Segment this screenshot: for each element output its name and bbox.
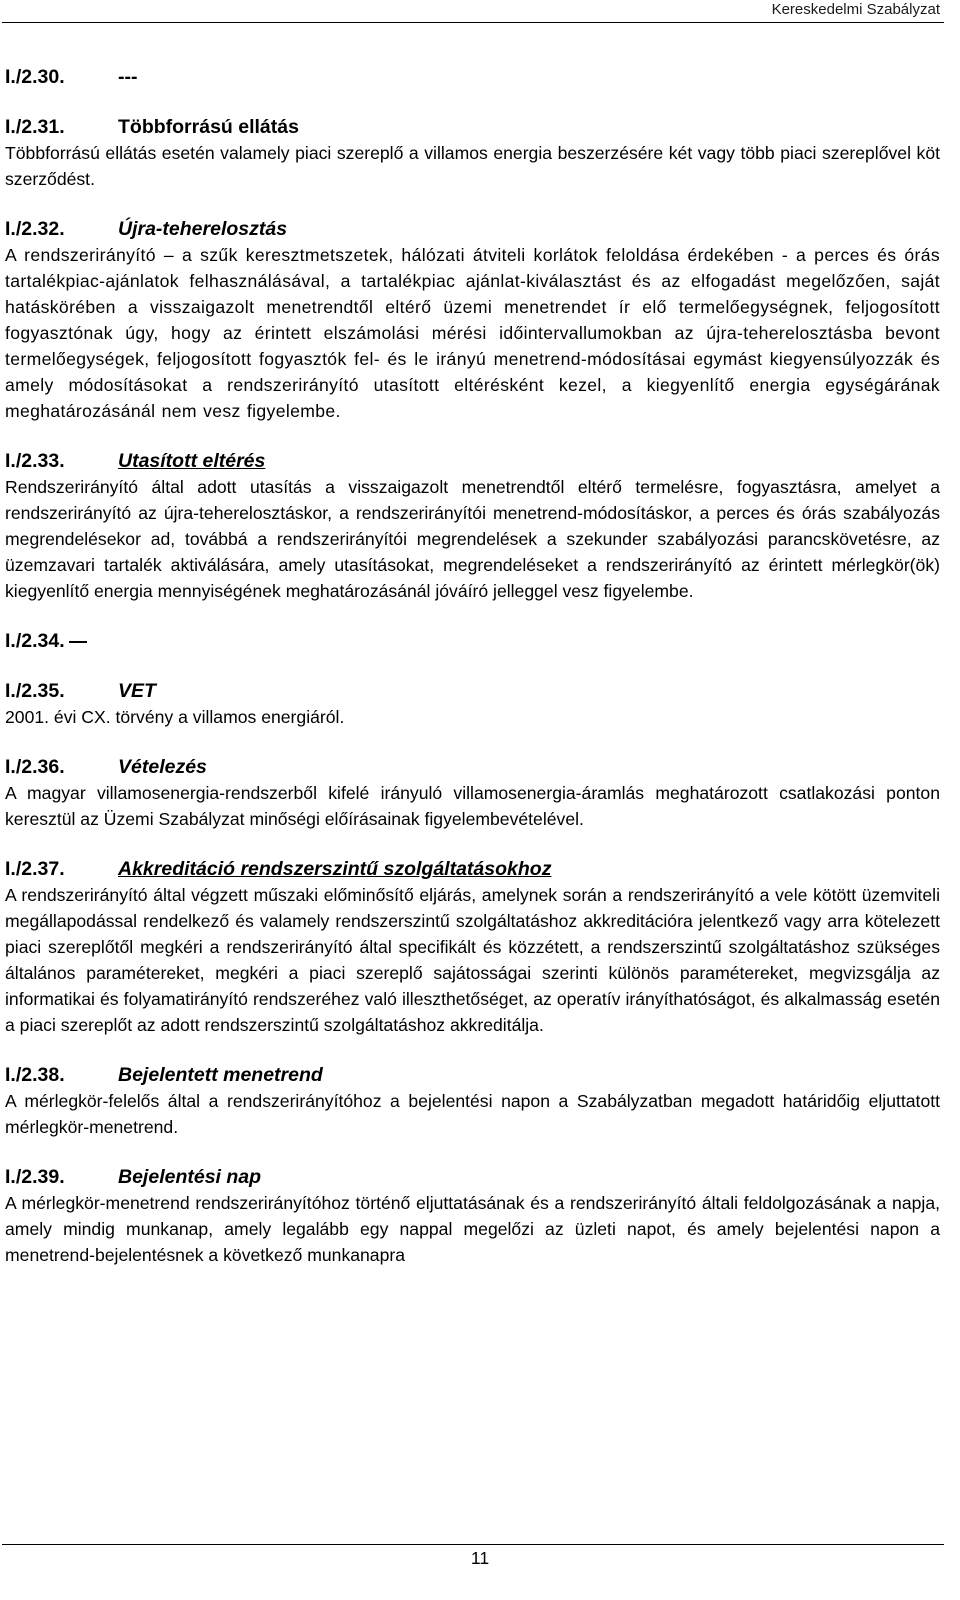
section-heading: [5, 64, 940, 90]
section-title: ---: [118, 66, 138, 88]
section-title: Többforrású ellátás: [118, 116, 299, 138]
section-heading: [5, 114, 940, 140]
footer-rule: [2, 1544, 944, 1545]
section-number: I./2.36.: [5, 756, 65, 778]
section-title: Akkreditáció rendszerszintű szolgáltatásokhoz: [118, 858, 552, 880]
section-heading: [5, 754, 940, 780]
section-body: Többforrású ellátás esetén valamely piaci szereplő a villamos energia beszerzésére két vagy több piaci szereplővel köt szerződést.: [5, 143, 940, 189]
section-title: Bejelentett menetrend: [118, 1064, 323, 1086]
section-body: 2001. évi CX. törvény a villamos energiáról.: [5, 707, 345, 727]
section-number: I./2.33.: [5, 450, 65, 472]
document-body: [5, 64, 940, 1292]
section-body: Rendszerirányító által adott utasítás a visszaigazolt menetrendtől eltérő termelésre, fogyasztásra, amelyet a rendszerirányító az újra-teherelosztáskor, a rendszerirányítói menetrend-módosításkor, a perces és órás szabályozás megrendelésekor ad, továbbá a rendszerirányítói megrendelések a szekunder szabályozási parancskövetésre, az üzemzavari tartalék aktiválására, amely utasításokat, megrendeléseket a rendszerirányító az érintett mérlegkör(ök) kiegyenlítő energia mennyiségének meghatározásánál jóváíró jelleggel vesz figyelembe.: [5, 477, 940, 601]
section-number: I./2.31.: [5, 116, 65, 138]
section-heading: [5, 678, 940, 704]
section-number: I./2.38.: [5, 1064, 65, 1086]
section-number: I./2.32.: [5, 218, 65, 240]
dash-mark: [69, 641, 87, 643]
section-heading: [5, 628, 940, 654]
section-title: Utasított eltérés: [118, 450, 266, 472]
section-heading: [5, 216, 940, 242]
section-number: I./2.39.: [5, 1166, 65, 1188]
section-body: A rendszerirányító által végzett műszaki előminősítő eljárás, amelynek során a rendszerirányító a vele kötött üzemviteli megállapodással rendelkező és valamely rendszerszintű szolgáltatáshoz akkreditációra jelentkező vagy arra kötelezett piaci szereplőtől megkéri a rendszerirányító által specifikált és közzétett, a rendszerszintű szolgáltatáshoz szükséges általános paramétereket, megkéri a piaci szereplő sajátosságai szerinti különös paramétereket, megvizsgálja az informatikai és folyamatirányító rendszeréhez való illeszthetőséget, az operatív irányíthatóságot, és alkalmasság esetén a piaci szereplőt az adott rendszerszintű szolgáltatáshoz akkreditálja.: [5, 885, 940, 1035]
section-2-36: [5, 754, 940, 832]
section-body: A mérlegkör-felelős által a rendszerirányítóhoz a bejelentési napon a Szabályzatban megadott határidőig eljuttatott mérlegkör-menetrend.: [5, 1091, 940, 1137]
section-2-31: [5, 114, 940, 192]
section-body: A magyar villamosenergia-rendszerből kifelé irányuló villamosenergia-áramlás meghatározott csatlakozási ponton keresztül az Üzemi Szabályzat minőségi előírásainak figyelembevételével.: [5, 783, 940, 829]
section-2-38: [5, 1062, 940, 1140]
section-number: I./2.30.: [5, 66, 65, 88]
section-number: I./2.34.: [5, 630, 65, 652]
page-number: 11: [470, 1548, 490, 1568]
section-heading: [5, 1062, 940, 1088]
section-2-30: [5, 64, 940, 90]
section-2-37: [5, 856, 940, 1038]
section-2-35: [5, 678, 940, 730]
section-body: A rendszerirányító – a szűk keresztmetszetek, hálózati átviteli korlátok feloldása érdekében - a perces és órás tartalékpiac-ajánlatok felhasználásával, a tartalékpiac ajánlat-kiválasztást és az elfogadást megelőzően, saját hatáskörében a visszaigazolt menetrendtől eltérő üzemi menetrendet ír elő termelőegységnek, feljogosított fogyasztónak úgy, hogy az érintett elszámolási mérési időintervallumokban az újra-teherelosztásba bevont termelőegységek, feljogosított fogyasztók fel- és le irányú menetrend-módosításai egymást kiegyensúlyozzák és amely módosításokat a rendszerirányító utasított eltérésként kezel, a kiegyenlítő energia egységárának meghatározásánál nem vesz figyelembe.: [5, 245, 940, 421]
section-heading: [5, 1164, 940, 1190]
section-body: A mérlegkör-menetrend rendszerirányítóhoz történő eljuttatásának és a rendszerirányító általi feldolgozásának a napja, amely mindig munkanap, amely legalább egy nappal megelőzi az üzleti napot, és amely bejelentési napon a menetrend-bejelentésnek a következő munkanapra: [5, 1193, 940, 1265]
section-title: Újra-teherelosztás: [118, 218, 288, 240]
section-2-39: [5, 1164, 940, 1268]
section-2-34: [5, 628, 940, 654]
section-number: I./2.35.: [5, 680, 65, 702]
section-number: I./2.37.: [5, 858, 65, 880]
section-heading: [5, 448, 940, 474]
section-2-32: [5, 216, 940, 424]
header-title: Kereskedelmi Szabályzat: [771, 1, 940, 18]
header-rule: [2, 22, 944, 23]
page-header: [0, 0, 960, 24]
section-2-33: [5, 448, 940, 604]
section-title: VET: [118, 680, 156, 702]
section-heading: [5, 856, 940, 882]
section-title: Bejelentési nap: [118, 1166, 262, 1188]
section-title: Vételezés: [118, 756, 207, 778]
